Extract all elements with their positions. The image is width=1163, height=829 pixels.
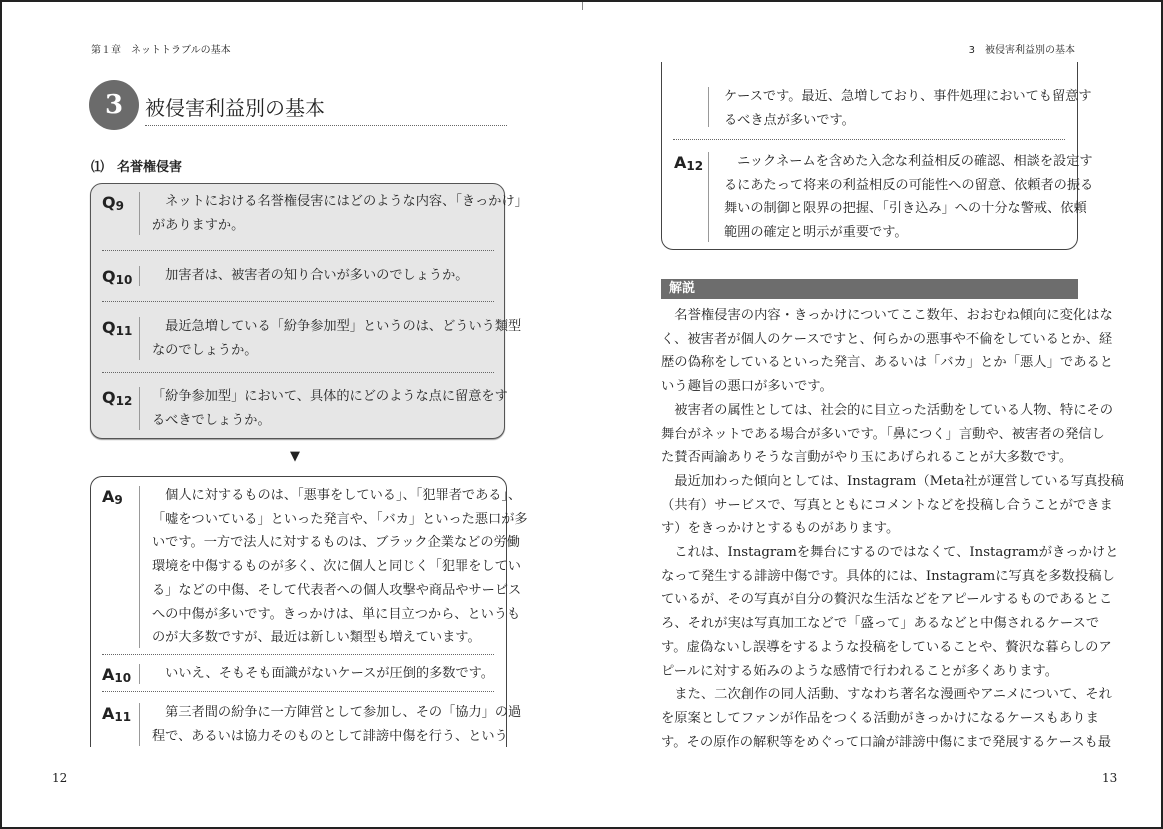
text-line: また、二次創作の同人活動、すなわち著名な漫画やアニメについて、それ	[661, 687, 1112, 703]
text-line: 最近加わった傾向としては、Instagram（Meta社が運営している写真投稿	[661, 473, 1124, 489]
text-line: ニックネームを含めた入念な利益相反の確認、相談を設定す	[724, 154, 1093, 169]
qa-letter: Q	[102, 193, 116, 212]
qa-number: 10	[114, 671, 132, 685]
text-line: るにあたって将来の利益相反の可能性への留意、依頼者の振る	[724, 177, 1094, 193]
qa-number: 11	[114, 710, 132, 724]
text-line: るべきでしょうか。	[152, 412, 271, 428]
qa-label	[674, 153, 703, 173]
text-line: る」などの中傷、そして代表者への個人攻撃や商品やサービス	[152, 582, 522, 598]
text-line: のが大多数ですが、最近は新しい類型も増えています。	[152, 630, 481, 646]
text-line: なって発生する誹謗中傷です。具体的には、Instagramに写真を多数投稿し	[661, 568, 1115, 584]
text-line: これは、Instagramを舞台にするのではなくて、Instagramがきっかけと	[661, 545, 1119, 561]
qa-letter: A	[102, 487, 115, 506]
text-line: いです。一方で法人に対するものは、ブラック企業などの労働	[152, 535, 520, 551]
text-line: す。その原作の解釈等をめぐって口論が誹謗中傷にまで発展するケースも最	[661, 734, 1112, 750]
qa-letter: Q	[102, 318, 116, 337]
subsection-heading: ⑴ 名誉権侵害	[91, 160, 183, 175]
text-line: 歴の偽称をしているといった発言、あるいは「バカ」とか「悪人」であると	[661, 355, 1114, 371]
row-divider	[102, 691, 494, 692]
qa-label	[102, 487, 123, 507]
commentary-body	[661, 304, 1124, 754]
down-arrow-icon: ▼	[290, 449, 300, 464]
qa-letter: Q	[102, 267, 116, 286]
text-line: 最近急増している「紛争参加型」というのは、どういう類型	[152, 319, 522, 334]
text-line: す。虚偽ないし誤導をするような投稿をしていることや、贅沢な暮らしのア	[661, 639, 1112, 655]
text-line: 第三者間の紛争に一方陣営として参加し、その「協力」の過	[152, 705, 522, 720]
qa-separator	[708, 152, 709, 242]
text-line: ネットにおける名誉権侵害にはどのような内容、「きっかけ」	[152, 194, 528, 209]
running-head-right: 3 被侵害利益別の基本	[968, 45, 1075, 56]
text-line: く、被害者が個人のケースですと、何らかの悪事や不倫をしているとか、経	[661, 331, 1113, 347]
running-head-left: 第１章 ネットトラブルの基本	[91, 45, 231, 56]
row-divider	[102, 654, 494, 655]
text-line: 「嘘をついている」といった発言や、「バカ」といった悪口が多	[152, 511, 528, 527]
text-line: 被害者の属性としては、社会的に目立った活動をしている人物、特にその	[661, 402, 1114, 418]
text-line: ケースです。最近、急増しており、事件処理においても留意す	[724, 89, 1092, 104]
text-line: す）をきっかけとするものがあります。	[661, 521, 900, 537]
qa-letter: A	[102, 704, 115, 723]
text-line: なのでしょうか。	[152, 342, 258, 358]
text-line: いいえ、そもそも面識がないケースが圧倒的多数です。	[152, 666, 494, 681]
text-line: 程で、あるいは協力そのものとして誹謗中傷を行う、という	[152, 728, 508, 744]
row-divider	[673, 139, 1065, 140]
text-line: いう趣旨の悪口が多いです。	[661, 379, 833, 395]
text-line: 「紛争参加型」において、具体的にどのような点に留意をす	[152, 389, 508, 404]
qa-number: 10	[115, 273, 133, 287]
text-block	[724, 85, 1092, 132]
qa-number: 12	[115, 394, 133, 408]
text-line: がありますか。	[152, 217, 245, 233]
text-line: （共有）サービスで、写真とともにコメントなどを投稿し合うことができま	[661, 497, 1113, 513]
text-line: ピールに対する妬みのような感情で行われることが多くあります。	[661, 663, 1059, 679]
text-line: た賛否両論ありそうな言動がやり玉にあげられることが大多数です。	[661, 450, 1073, 466]
page-number-right: 13	[1102, 771, 1118, 785]
qa-letter: Q	[102, 388, 116, 407]
qa-letter: A	[102, 665, 115, 684]
qa-label	[102, 704, 131, 724]
text-line: 名誉権侵害の内容・きっかけについてここ数年、おおむね傾向に変化はな	[661, 308, 1113, 323]
qa-number: 12	[686, 159, 704, 173]
qa-letter: A	[674, 153, 687, 172]
qa-number: 9	[115, 199, 124, 213]
text-line: への中傷が多いです。きっかけは、単に目立つから、というも	[152, 606, 521, 622]
text-block	[152, 701, 522, 747]
section-number-badge: 3	[89, 80, 139, 130]
text-line: るべき点が多いです。	[724, 112, 855, 128]
text-line: ろ、それが実は写真加工などで「盛って」あるなどと中傷されるケースで	[661, 616, 1100, 632]
qa-separator	[139, 703, 140, 746]
qa-separator	[708, 87, 709, 127]
text-block	[152, 662, 495, 686]
qa-separator	[139, 486, 140, 648]
section-title: 被侵害利益別の基本	[145, 96, 325, 120]
text-line: ているが、その写真が自分の贅沢な生活などをアピールするものであるとこ	[661, 592, 1113, 608]
text-line: 個人に対するものは、「悪事をしている」、「犯罪者である」、	[152, 488, 522, 503]
qa-number: 11	[115, 324, 133, 338]
text-block	[724, 150, 1094, 245]
text-block	[152, 484, 528, 650]
text-line: 加害者は、被害者の知り合いが多いのでしょうか。	[152, 268, 469, 283]
qa-number: 9	[114, 493, 123, 507]
qa-separator	[139, 664, 140, 684]
text-line: 環境を中傷するものが多く、次に個人と同じく「犯罪をしてい	[152, 559, 521, 575]
text-line: 範囲の確定と明示が重要です。	[724, 225, 908, 241]
text-line: 舞いの制御と限界の把握、「引き込み」への十分な警戒、依頼	[724, 201, 1087, 217]
text-line: 舞台がネットである場合が多いです。「鼻につく」言動や、被害者の発信し	[661, 426, 1105, 442]
commentary-heading: 解説	[661, 279, 1078, 299]
qa-label	[102, 665, 131, 685]
text-line: を原案としてファンが作品をつくる活動がきっかけになるケースもありま	[661, 710, 1099, 726]
page-number-left: 12	[52, 771, 68, 785]
